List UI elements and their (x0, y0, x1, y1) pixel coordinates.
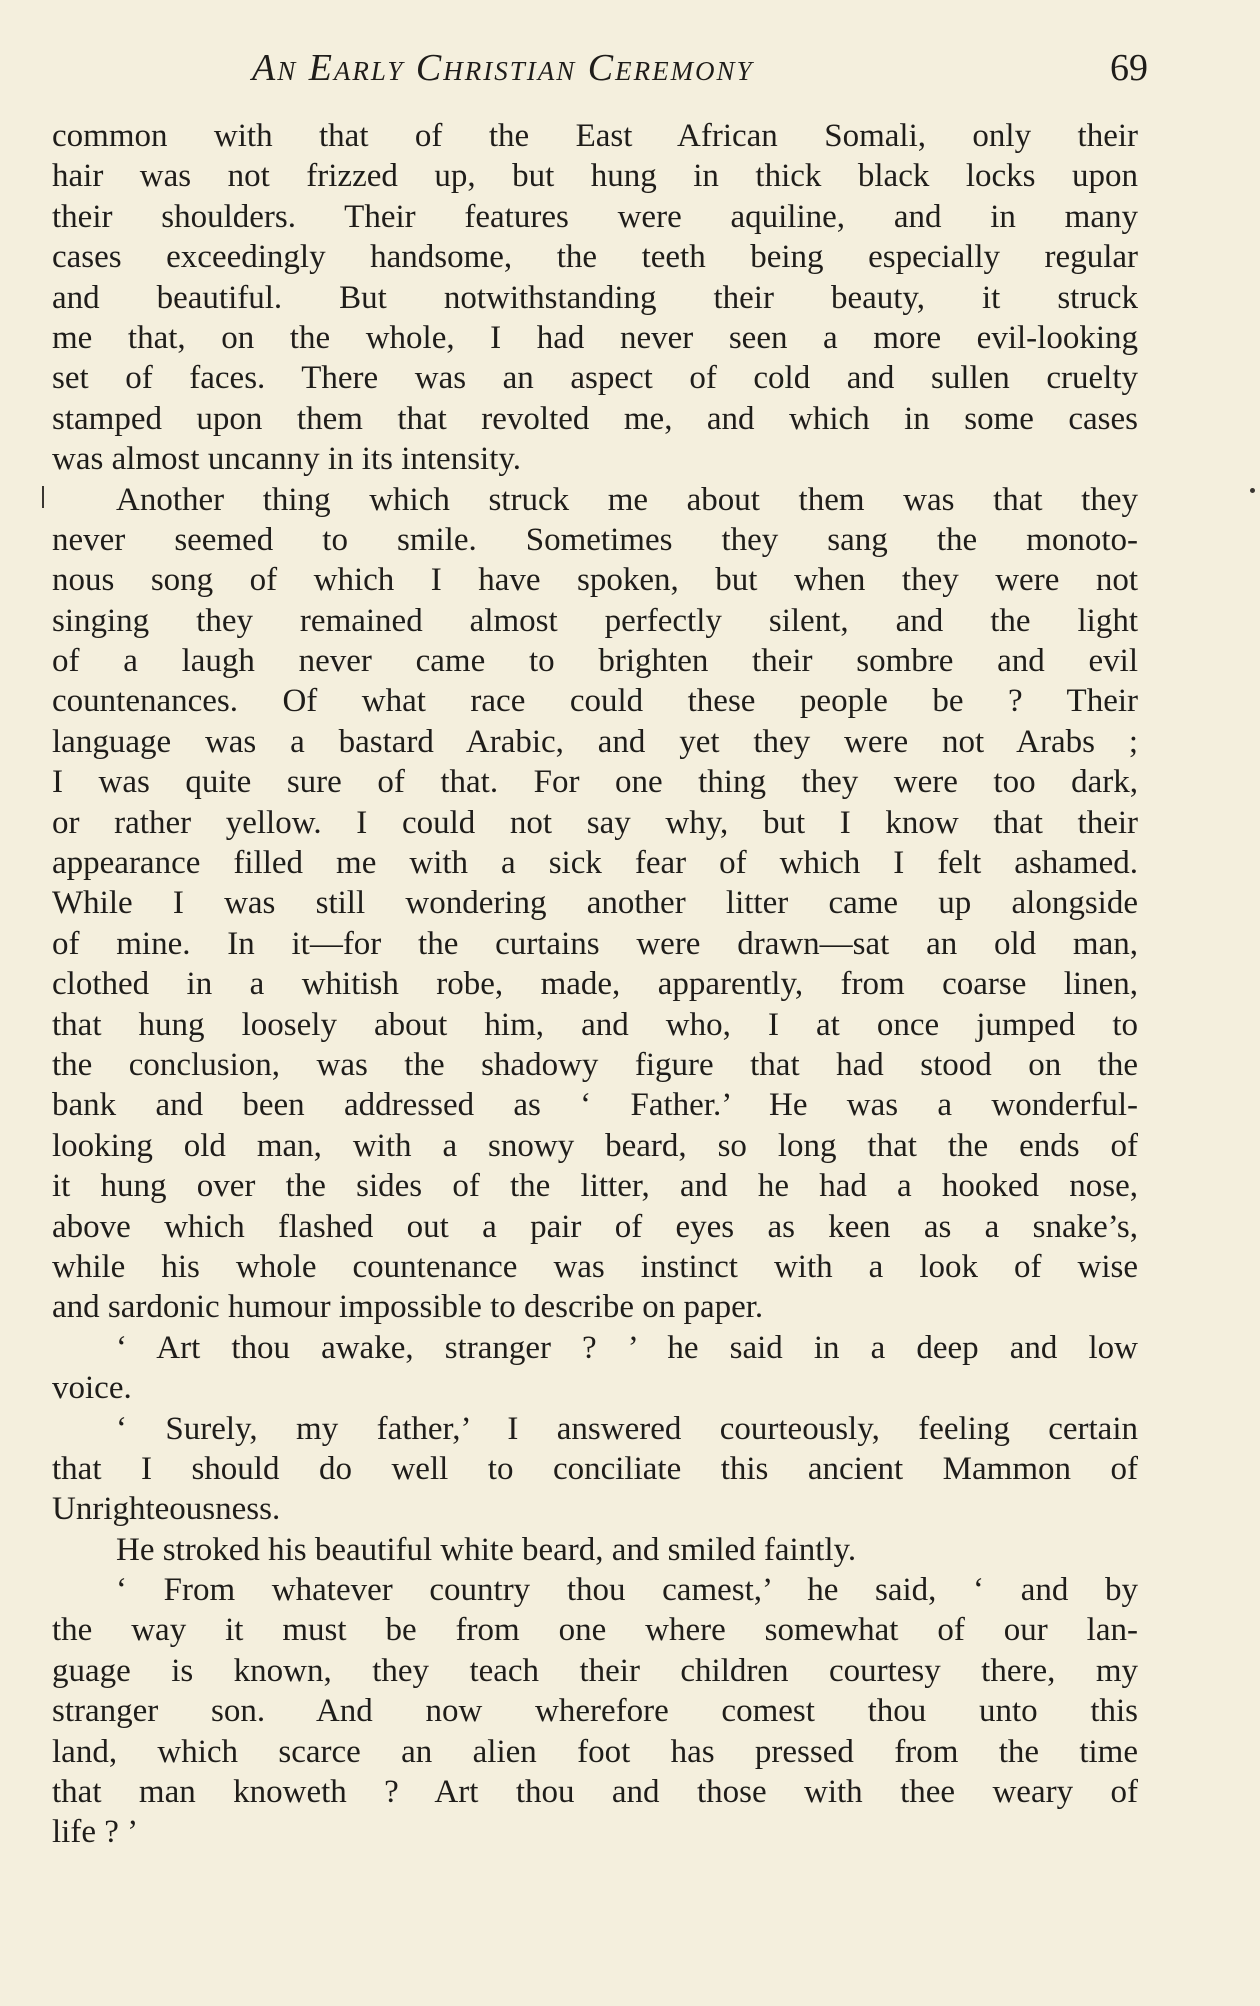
text-line: guage is known, they teach their children courtesy there, my (52, 1652, 1138, 1689)
text-line: cases exceedingly handsome, the teeth being especially regular (52, 239, 1138, 276)
page-number: 69 (1110, 47, 1148, 89)
margin-mark (42, 486, 44, 508)
text-line: voice. (52, 1370, 132, 1407)
text-line: Another thing which struck me about them was that they (116, 481, 1138, 518)
text-line: that hung loosely about him, and who, I at once jumped to (52, 1006, 1138, 1043)
text-line: ‘ Surely, my father,’ I answered courteously, feeling certain (116, 1410, 1138, 1447)
text-line: of mine. In it—for the curtains were drawn—sat an old man, (52, 925, 1138, 962)
text-line: set of faces. There was an aspect of cold and sullen cruelty (52, 360, 1138, 397)
text-line: ‘ From whatever country thou camest,’ he said, ‘ and by (116, 1572, 1138, 1609)
text-line: and beautiful. But notwithstanding their beauty, it struck (52, 279, 1138, 316)
text-line: their shoulders. Their features were aquiline, and in many (52, 198, 1138, 235)
running-title: An Early Christian Ceremony (252, 47, 754, 89)
text-line: looking old man, with a snowy beard, so long that the ends of (52, 1127, 1138, 1164)
text-line: and sardonic humour impossible to describe on paper. (52, 1289, 764, 1326)
margin-dot (1250, 488, 1255, 493)
text-line: ‘ Art thou awake, stranger ? ’ he said in a deep and low (116, 1329, 1138, 1366)
text-line: the way it must be from one where somewhat of our lan- (52, 1612, 1138, 1649)
text-line: that I should do well to conciliate this ancient Mammon of (52, 1450, 1138, 1487)
text-line: While I was still wondering another litter came up alongside (52, 885, 1138, 922)
text-line: countenances. Of what race could these people be ? Their (52, 683, 1138, 720)
text-line: land, which scarce an alien foot has pressed from the time (52, 1733, 1138, 1770)
text-line: hair was not frizzed up, but hung in thick black locks upon (52, 158, 1138, 195)
text-line: I was quite sure of that. For one thing they were too dark, (52, 764, 1138, 801)
text-line: appearance filled me with a sick fear of which I felt ashamed. (52, 845, 1138, 882)
text-line: singing they remained almost perfectly silent, and the light (52, 602, 1138, 639)
text-line: while his whole countenance was instinct with a look of wise (52, 1248, 1138, 1285)
text-line: the conclusion, was the shadowy figure that had stood on the (52, 1046, 1138, 1083)
text-line: me that, on the whole, I had never seen a more evil-looking (52, 319, 1138, 356)
text-line: bank and been addressed as ‘ Father.’ He was a wonderful- (52, 1087, 1138, 1124)
running-head (52, 46, 1148, 90)
text-line: never seemed to smile. Sometimes they sang the monoto- (52, 521, 1138, 558)
text-line: nous song of which I have spoken, but when they were not (52, 562, 1138, 599)
text-line: above which flashed out a pair of eyes as keen as a snake’s, (52, 1208, 1138, 1245)
text-line: was almost uncanny in its intensity. (52, 441, 521, 478)
text-line: Unrighteousness. (52, 1491, 281, 1528)
text-line: it hung over the sides of the litter, and he had a hooked nose, (52, 1168, 1138, 1205)
text-line: He stroked his beautiful white beard, and smiled faintly. (116, 1531, 857, 1568)
text-line: common with that of the East African Somali, only their (52, 118, 1138, 154)
text-line: stranger son. And now wherefore comest thou unto this (52, 1693, 1138, 1730)
text-line: life ? ’ (52, 1814, 139, 1851)
text-line: that man knoweth ? Art thou and those with thee weary of (52, 1774, 1138, 1811)
text-line: stamped upon them that revolted me, and which in some cases (52, 400, 1138, 437)
body-text (52, 116, 1138, 1853)
text-line: clothed in a whitish robe, made, apparently, from coarse linen, (52, 966, 1138, 1003)
text-line: language was a bastard Arabic, and yet they were not Arabs ; (52, 723, 1138, 760)
text-line: or rather yellow. I could not say why, but I know that their (52, 804, 1138, 841)
text-line: of a laugh never came to brighten their sombre and evil (52, 643, 1138, 680)
